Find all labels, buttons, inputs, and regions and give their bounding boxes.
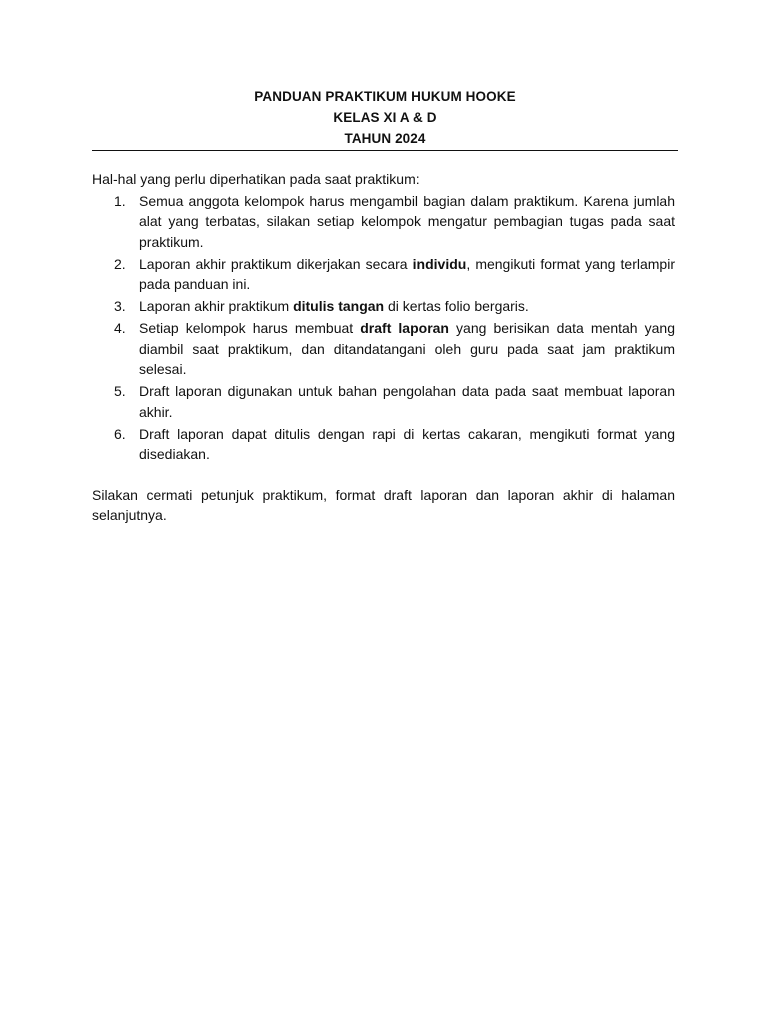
- list-item-number: 5.: [114, 383, 126, 399]
- intro-text: Hal-hal yang perlu diperhatikan pada saat praktikum:: [92, 171, 420, 187]
- header-divider: [92, 150, 678, 151]
- list-item-text-after: di kertas folio bergaris.: [384, 298, 529, 314]
- list-item-text: Draft laporan digunakan untuk bahan pengolahan data pada saat membuat laporan akhir.: [139, 383, 675, 420]
- list-item: [92, 254, 675, 295]
- closing-text: Silakan cermati petunjuk praktikum, format draft laporan dan laporan akhir di halaman selanjutnya.: [92, 486, 675, 523]
- document-header: [92, 86, 678, 149]
- list-item-text: Draft laporan dapat ditulis dengan rapi di kertas cakaran, mengikuti format yang disediakan.: [139, 425, 675, 462]
- list-item-number: 3.: [114, 298, 126, 314]
- document-title: PANDUAN PRAKTIKUM HUKUM HOOKE: [254, 89, 516, 104]
- list-item-number: 6.: [114, 425, 126, 442]
- document-year: TAHUN 2024: [344, 131, 426, 146]
- list-item-text: Setiap kelompok harus membuat: [139, 320, 361, 336]
- list-item: [92, 381, 675, 422]
- list-item: [92, 191, 675, 253]
- list-item-text-after: yang berisikan data mentah yang diambil saat praktikum, dan ditandatangani oleh guru pada saat jam praktikum selesai.: [139, 320, 675, 377]
- list-item-text-after: , mengikuti format yang terlampir pada panduan ini.: [139, 255, 675, 292]
- list-item: [92, 424, 675, 465]
- list-item: [92, 318, 675, 380]
- document-class: KELAS XI A & D: [333, 110, 437, 125]
- list-item: [92, 296, 675, 317]
- list-item-text: Laporan akhir praktikum: [139, 298, 294, 314]
- list-item-bold-text: ditulis tangan: [293, 298, 385, 314]
- list-item-number: 4.: [114, 320, 126, 336]
- list-item-bold-text: draft laporan: [360, 320, 449, 336]
- list-item-number: 1.: [114, 192, 126, 209]
- list-item-number: 2.: [114, 255, 126, 272]
- list-item-text: Semua anggota kelompok harus mengambil bagian dalam praktikum. Karena jumlah alat yang terbatas, silakan setiap kelompok mengatur pembagian tugas pada saat praktikum.: [139, 192, 675, 250]
- list-item-bold-text: individu: [412, 255, 467, 272]
- list-item-text: Laporan akhir praktikum dikerjakan secara: [139, 255, 413, 272]
- document-body: [92, 169, 675, 526]
- instruction-list: [92, 191, 675, 465]
